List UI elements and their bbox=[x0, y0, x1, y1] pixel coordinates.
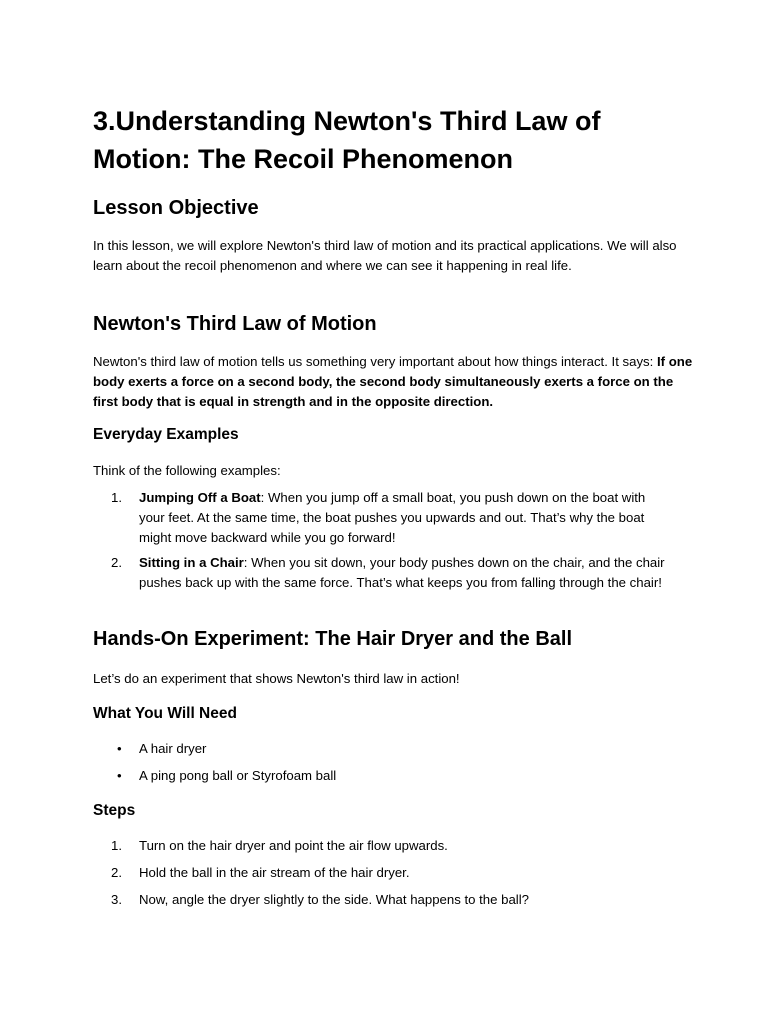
example-term: Jumping Off a Boat bbox=[139, 490, 261, 505]
experiment-intro: Let’s do an experiment that shows Newton's third law in action! bbox=[93, 671, 460, 686]
page-title: 3.Understanding Newton's Third Law of Motion: The Recoil Phenomenon bbox=[93, 106, 601, 174]
list-number: 1. bbox=[111, 838, 122, 853]
need-heading: What You Will Need bbox=[93, 705, 237, 722]
experiment-heading: Hands-On Experiment: The Hair Dryer and the Ball bbox=[93, 628, 572, 650]
list-number: 2. bbox=[111, 555, 122, 570]
third-law-paragraph bbox=[93, 352, 693, 412]
list-number: 3. bbox=[111, 892, 122, 907]
step-text: Turn on the hair dryer and point the air flow upwards. bbox=[139, 838, 448, 853]
step-text: Now, angle the dryer slightly to the side. What happens to the ball? bbox=[139, 892, 529, 907]
need-item-text: A hair dryer bbox=[139, 741, 207, 756]
example-text: : When you sit down, your body pushes down on the chair, and the chair pushes back up with the same force. That’s what keeps you from falling through the chair! bbox=[139, 555, 665, 590]
step-text: Hold the ball in the air stream of the hair dryer. bbox=[139, 865, 410, 880]
examples-heading: Everyday Examples bbox=[93, 426, 239, 443]
third-law-intro: Newton's third law of motion tells us something very important about how things interact. It says: bbox=[93, 354, 657, 369]
need-item-text: A ping pong ball or Styrofoam ball bbox=[139, 768, 337, 783]
examples-intro: Think of the following examples: bbox=[93, 463, 281, 478]
bullet-icon: • bbox=[117, 768, 122, 783]
list-number: 1. bbox=[111, 490, 122, 505]
example-text: : When you jump off a small boat, you push down on the boat with your feet. At the same time, the boat pushes you upwards and out. That’s why the boat might move backward while you go forward! bbox=[139, 490, 646, 545]
third-law-statement: If one body exerts a force on a second body, the second body simultaneously exerts a force on the first body that is equal in strength and in the opposite direction. bbox=[93, 354, 693, 409]
example-term: Sitting in a Chair bbox=[139, 555, 244, 570]
objective-heading: Lesson Objective bbox=[93, 197, 259, 219]
bullet-icon: • bbox=[117, 741, 122, 756]
list-number: 2. bbox=[111, 865, 122, 880]
third-law-heading: Newton's Third Law of Motion bbox=[93, 313, 377, 335]
steps-heading: Steps bbox=[93, 802, 136, 819]
objective-text: In this lesson, we will explore Newton's third law of motion and its practical applications. We will also learn about the recoil phenomenon and where we can see it happening in real life. bbox=[93, 238, 677, 273]
